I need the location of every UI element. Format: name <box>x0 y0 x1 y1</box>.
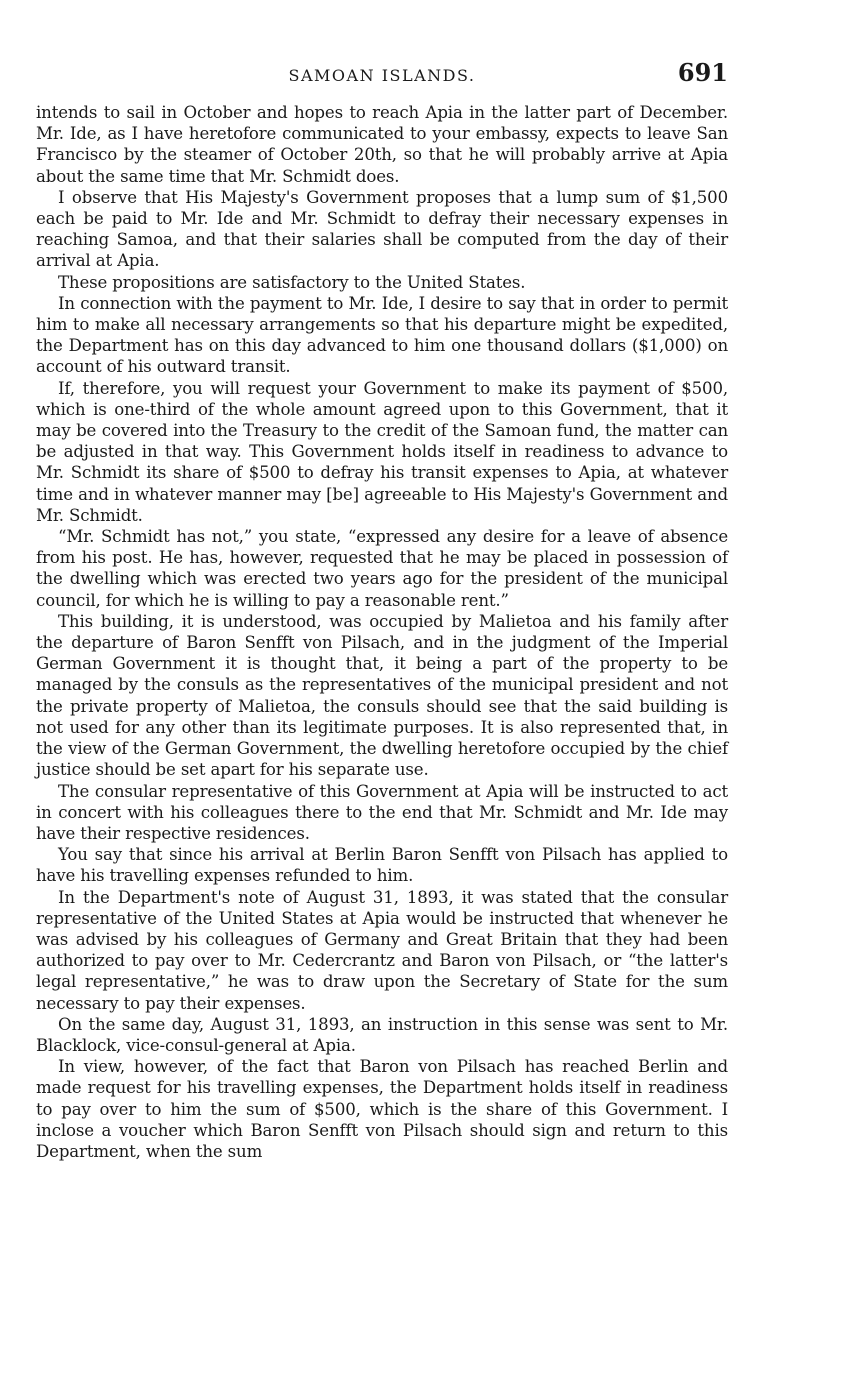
paragraph-consular-representative: The consular representative of this Government at Apia will be instructed to act in concert with his colleagues there to the end that Mr. Schmidt and Mr. Ide may have their respective residences. <box>36 781 728 843</box>
paragraph-continued: intends to sail in October and hopes to reach Apia in the latter part of December. Mr. Ide, as I have heretofore communicated to your embassy, expects to leave San Francisco by the steamer of October 20th, so that he will probably arrive at Apia about the same time that Mr. Schmidt does. <box>36 103 728 186</box>
paragraph-department-note: In the Department's note of August 31, 1893, it was stated that the consular representative of the United States at Apia would be instructed that whenever he was advised by his colleagues of Germany and Great Britain that they had been authorized to pay over to Mr. Cedercrantz and Baron von Pilsach, or “the latter's legal representative,” he was to draw upon the Secretary of State for the sum necessary to pay their expenses. <box>36 887 728 1013</box>
paragraph-lump-sum: I observe that His Majesty's Government proposes that a lump sum of $1,500 each be paid to Mr. Ide and Mr. Schmidt to defray their necessary expenses in reaching Samoa, and that their salaries shall be computed from the day of their arrival at Apia. <box>36 187 728 271</box>
paragraph-voucher: In view, however, of the fact that Baron von Pilsach has reached Berlin and made request for his travelling expenses, the Department holds itself in readiness to pay over to him the sum of $500, which is the share of this Government. I inclose a voucher which Baron Senfft von Pilsach should sign and return to this Department, when the sum <box>36 1057 728 1161</box>
paragraph-government-payment: If, therefore, you will request your Government to make its payment of $500, which is one-third of the whole amount agreed upon to this Government, that it may be covered into the Treasury to the credit of the Samoan fund, the matter can be adjusted in that way. This Government holds itself in readiness to advance to Mr. Schmidt its share of $500 to defray his transit expenses to Apia, at whatever time and in whatever manner may [be] agreeable to His Majesty's Government and Mr. Schmidt. <box>36 378 728 525</box>
paragraph-payment-ide: In connection with the payment to Mr. Ide, I desire to say that in order to permit him to make all necessary arrangements so that his departure might be expedited, the Department has on this day advanced to him one thousand dollars ($1,000) on account of his outward transit. <box>36 293 728 377</box>
paragraph-building: This building, it is understood, was occupied by Malietoa and his family after the departure of Baron Senfft von Pilsach, and in the judgment of the Imperial German Government it is thought that, it being a part of the property to be managed by the consuls as the representatives of the municipal president and not the private property of Malietoa, the consuls should see that the said building is not used for any other than its legitimate purposes. It is also represented that, in the view of the German Government, the dwelling heretofore occupied by the chief justice should be set apart for his separate use. <box>36 611 728 780</box>
paragraph-schmidt-quote: “Mr. Schmidt has not,” you state, “expressed any desire for a leave of absence from his post. He has, however, requested that he may be placed in possession of the dwelling which was erected two years ago for the president of the municipal council, for which he is willing to pay a reasonable rent.” <box>36 527 728 610</box>
body-text <box>36 102 728 1162</box>
running-title: SAMOAN ISLANDS. <box>288 66 476 85</box>
paragraph-travelling-expenses: You say that since his arrival at Berlin Baron Senfft von Pilsach has applied to have his travelling expenses refunded to him. <box>36 845 728 886</box>
paragraph-propositions: These propositions are satisfactory to the United States. <box>58 272 526 292</box>
running-head <box>36 58 728 102</box>
page-number: 691 <box>677 58 728 87</box>
document-page <box>36 58 728 1162</box>
paragraph-instruction: On the same day, August 31, 1893, an instruction in this sense was sent to Mr. Blacklock, vice-consul-general at Apia. <box>36 1014 728 1055</box>
